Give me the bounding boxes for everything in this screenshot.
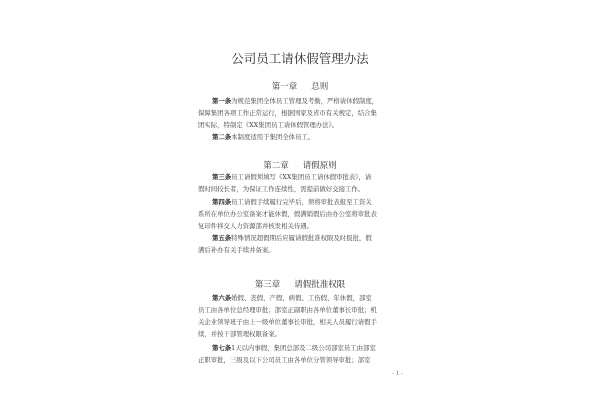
line-text: 员工由各单位总经理审批；部室正副职由各单位董事长审批；机 [198,306,377,314]
article-label: 第六条 [212,294,232,302]
paragraph-line [212,172,422,182]
article-label: 第七条 [212,344,232,352]
line-text: 婚假、丧假、产假、病假、工伤假、年休假，部室 [231,294,372,302]
line-text: 复印件移交人力资源部并核发相关待遇。 [198,222,314,230]
paragraph-line [198,329,408,339]
line-text: 团实际，特制定《XX集团员工请休假管理办法》。 [198,121,339,129]
line-text: 正职审批，三级及以下公司员工由各单位分管领导审批；部室 [198,356,371,364]
chapter-3-heading [0,278,600,290]
chapter-2-heading [0,159,600,171]
article-label: 第四条 [212,198,232,206]
chapter-number: 第二章 [263,161,289,171]
paragraph-line [212,343,422,353]
paragraph-line [212,233,422,243]
line-text: 满后补办有关手续并备案。 [198,246,275,254]
chapter-name: 总则 [311,82,329,92]
paragraph-line [198,120,408,130]
article-label: 第五条 [212,234,232,242]
paragraph-line [212,132,422,142]
chapter-number: 第一章 [271,82,298,92]
document-title: 公司员工请休假管理办法 [231,51,369,66]
chapter-name: 请假原则 [302,161,337,171]
paragraph-line [198,209,408,219]
chapter-name: 请假批准权限 [294,280,346,290]
paragraph-line [212,293,422,303]
line-text: 假时间较长者，为保证工作连续性，需提前做好交接工作。 [198,185,365,193]
page-number: - 1 - [392,371,403,377]
paragraph-line [198,108,408,118]
line-text: 员工请假手续履行完毕后，须将审批表报至工资关 [231,198,372,206]
paragraph-line [198,355,408,365]
line-text: 保障集团各项工作正常运行，根据国家及省市有关规定，结合集 [198,109,377,117]
chapter-1-heading [0,80,600,92]
paragraph-line [198,184,408,194]
paragraph-line [198,305,408,315]
paragraph-line [198,245,408,255]
article-label: 第三条 [212,173,232,181]
paragraph-line [212,197,422,207]
paragraph-line [198,221,408,231]
line-text: 系所在单位办公室备案才能休假，假满销假后由办公室将审批表 [198,210,377,218]
article-label: 第一条 [212,97,232,105]
line-text: 特殊情况超假期后应履请假批准权限及时报批，假 [231,234,372,242]
paragraph-line [198,317,408,327]
article-label: 第二条 [212,133,232,141]
line-text: 续，并按干部管理权限备案。 [198,330,282,338]
paragraph-line [212,96,422,106]
line-text: 本制度适用于集团全体员工。 [231,133,315,141]
chapter-number: 第三章 [254,280,281,290]
line-text: 1天以内事假，集团总部及二级公司部室员工由部室 [231,344,376,352]
line-text: 为规范集团全体员工管理及考勤，严格请休假制度， [231,97,379,105]
line-text: 关企业领导班子由上一级单位董事长审批，相关人员履行请假手 [198,318,377,326]
line-text: 员工请假须填写《XX集团员工请休假审批表》，请 [231,173,372,181]
